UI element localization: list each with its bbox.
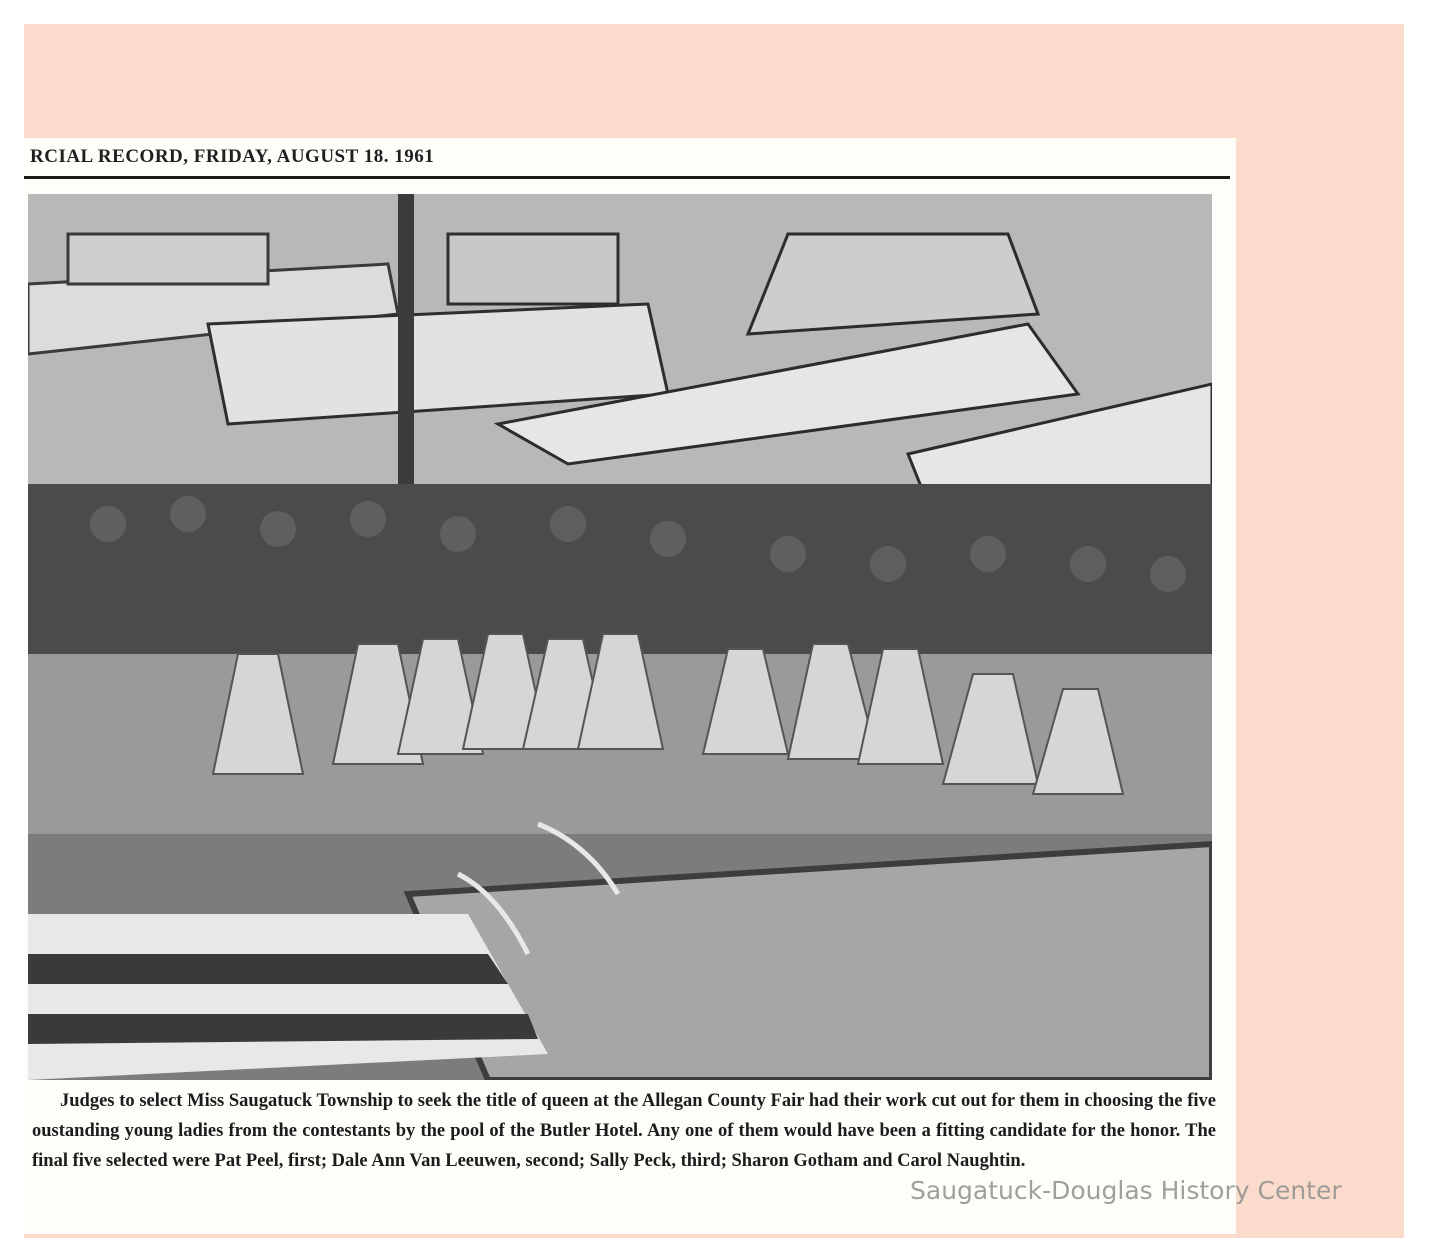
archive-watermark: Saugatuck-Douglas History Center: [910, 1176, 1342, 1205]
newspaper-masthead: RCIAL RECORD, FRIDAY, AUGUST 18. 1961: [30, 146, 435, 167]
photo-caption: Judges to select Miss Saugatuck Township to seek the title of queen at the Allegan County Fair had their work cut out for them in choosing the five oustanding young ladies from the contestants by the pool of the Butler Hotel. Any one of them would have been a fitting candidate for the honor. The final five selected were Pat Peel, first; Dale Ann Van Leeuwen, second; Sally Peck, third; Sharon Gotham and Carol Naughtin.: [32, 1091, 1216, 1171]
photo-illustration: [28, 194, 1212, 1080]
foreground-hull: [28, 914, 548, 1080]
mast: [398, 194, 414, 494]
photo: [28, 194, 1212, 1080]
masthead-rule: [24, 176, 1230, 179]
